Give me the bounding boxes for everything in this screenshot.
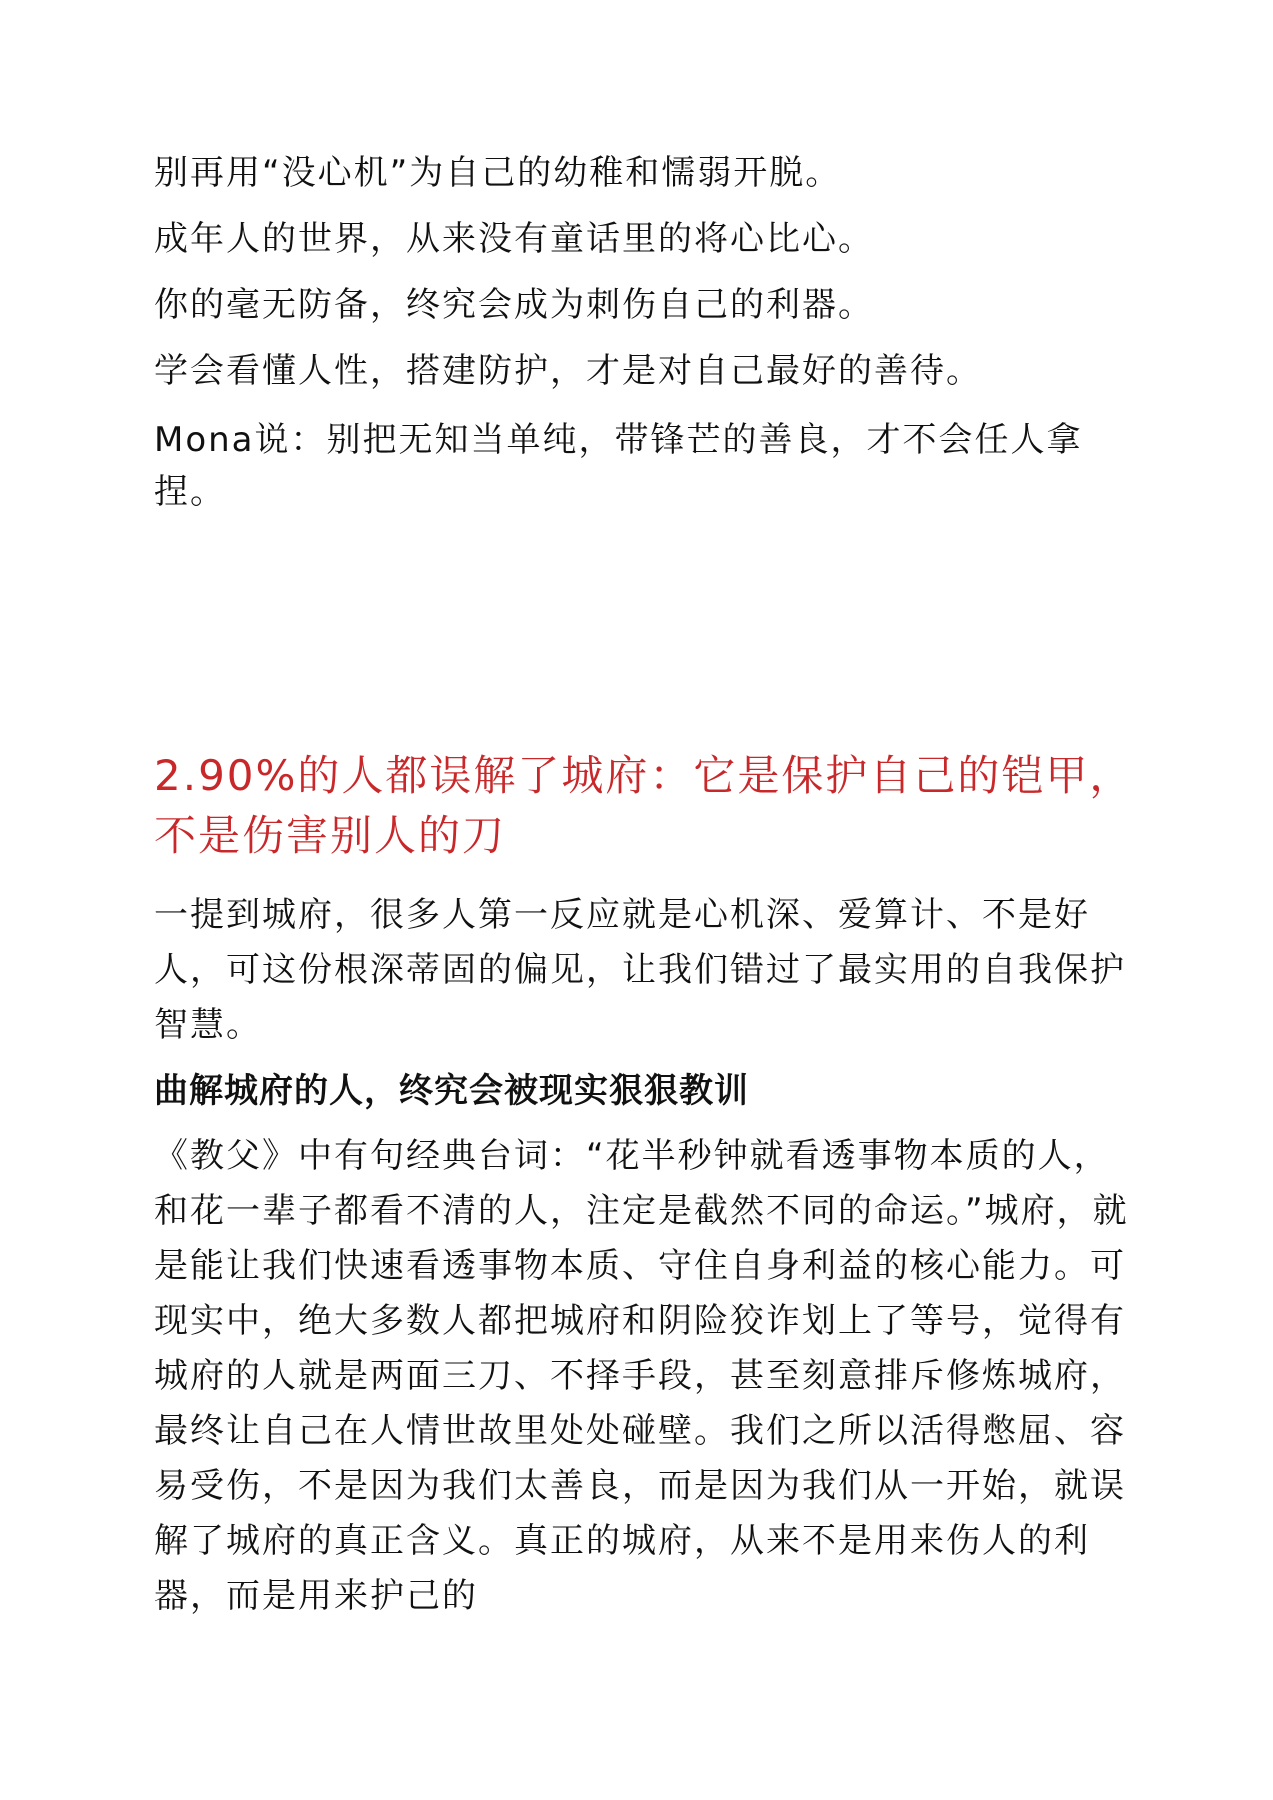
section-paragraph-1: 一提到城府，很多人第一反应就是心机深、爱算计、不是好人，可这份根深蒂固的偏见，让我们错过了最实用的自我保护智慧。	[154, 895, 1126, 1045]
mona-quote: Mona说：别把无知当单纯，带锋芒的善良，才不会任人拿 捏。	[154, 420, 1083, 512]
intro-line-4: 学会看懂人性，搭建防护，才是对自己最好的善待。	[154, 351, 982, 391]
intro-line-3: 你的毫无防备，终究会成为刺伤自己的利器。	[154, 285, 874, 325]
document-page	[154, 150, 1134, 1624]
section-heading: 2.90%的人都误解了城府：它是保护自己的铠甲，不是伤害别人的刀	[154, 751, 1134, 860]
intro-line-1: 别再用“没心机”为自己的幼稚和懦弱开脱。	[154, 153, 842, 193]
section-paragraph-2: 《教父》中有句经典台词：“花半秒钟就看透事物本质的人，和花一辈子都看不清的人，注定是截然不同的命运。”城府，就是能让我们快速看透事物本质、守住自身利益的核心能力。可现实中，绝大多数人都把城府和阴险狡诈划上了等号，觉得有城府的人就是两面三刀、不择手段，甚至刻意排斥修炼城府，最终让自己在人情世故里处处碰壁。我们之所以活得憋屈、容易受伤，不是因为我们太善良，而是因为我们从一开始，就误解了城府的真正含义。真正的城府，从来不是用来伤人的利器，而是用来护己的	[154, 1136, 1129, 1616]
sub-heading: 曲解城府的人，终究会被现实狠狠教训	[154, 1071, 749, 1111]
intro-line-2: 成年人的世界，从来没有童话里的将心比心。	[154, 219, 874, 259]
intro-block	[154, 150, 1134, 394]
